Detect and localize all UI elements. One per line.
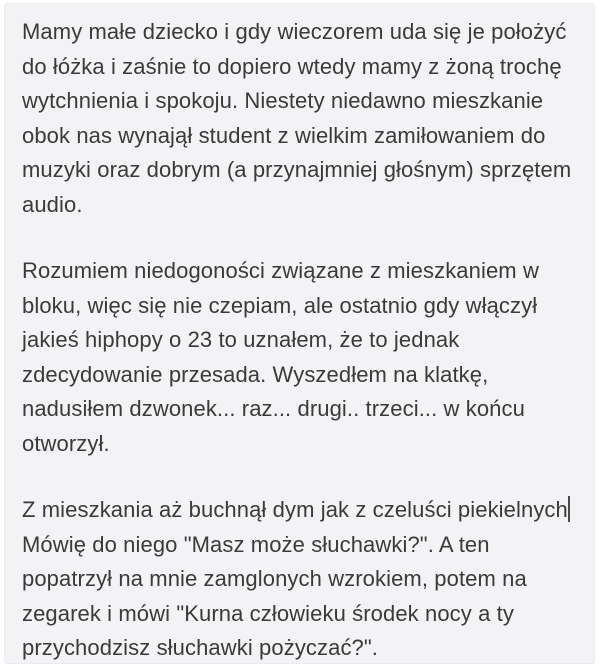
text-line-content: Rozumiem niedogoności związane z mieszkaniem w — [22, 258, 539, 283]
post-text — [5, 4, 594, 666]
text-line — [22, 597, 580, 632]
text-line-content: bloku, więc się nie czepiam, ale ostatnio gdy włączył — [22, 292, 538, 318]
text-line-content: Z mieszkania aż buchnął dym jak z czeluści piekielnych — [22, 497, 568, 522]
text-line — [22, 153, 580, 188]
text-line — [22, 50, 580, 85]
text-line-content: nadusiłem dzwonek... raz... drugi.. trzeci... w końcu — [22, 396, 525, 421]
text-line-content: obok nas wynajął student z wielkim zamiłowaniem do — [22, 122, 546, 148]
text-line — [22, 358, 580, 393]
paragraph-2 — [22, 254, 580, 461]
text-line — [22, 188, 580, 223]
text-line — [22, 427, 580, 462]
text-line — [22, 254, 580, 289]
text-line-content: otworzył. — [22, 430, 110, 456]
text-line-content: Mówię do niego "Masz może słuchawki?". A ten — [22, 531, 490, 557]
text-line-content: do łóżka i zaśnie to dopiero wtedy mamy z żoną trochę — [22, 53, 562, 79]
text-line — [22, 493, 580, 528]
text-line-content: wytchnienia i spokoju. Niestety niedawno mieszkanie — [22, 88, 544, 113]
text-line — [22, 631, 580, 666]
text-line-content: zegarek i mówi "Kurna człowieku środek nocy a ty — [22, 600, 514, 626]
text-line-content: popatrzył na mnie zamglonych wzrokiem, potem na — [22, 566, 527, 591]
text-line — [22, 323, 580, 358]
paragraph-3 — [22, 493, 580, 666]
text-line — [22, 528, 580, 563]
text-line-content: zdecydowanie przesada. Wyszedłem na klatkę, — [22, 361, 489, 387]
text-line — [22, 289, 580, 324]
text-line-content: jakieś hiphopy o 23 to uznałem, że to jednak — [22, 327, 460, 352]
text-line-content: muzyki oraz dobrym (a przynajmniej głośnym) sprzętem — [22, 157, 572, 182]
post-container — [4, 3, 595, 664]
text-line — [22, 84, 580, 119]
paragraph-1 — [22, 15, 580, 222]
text-line-content: przychodzisz słuchawki pożyczać?". — [22, 635, 379, 660]
text-line — [22, 119, 580, 154]
text-cursor — [568, 496, 570, 522]
text-line-content: audio. — [22, 191, 83, 217]
text-line — [22, 392, 580, 427]
text-line — [22, 15, 580, 50]
text-line — [22, 562, 580, 597]
text-line-content: Mamy małe dziecko i gdy wieczorem uda się je położyć — [22, 19, 567, 44]
